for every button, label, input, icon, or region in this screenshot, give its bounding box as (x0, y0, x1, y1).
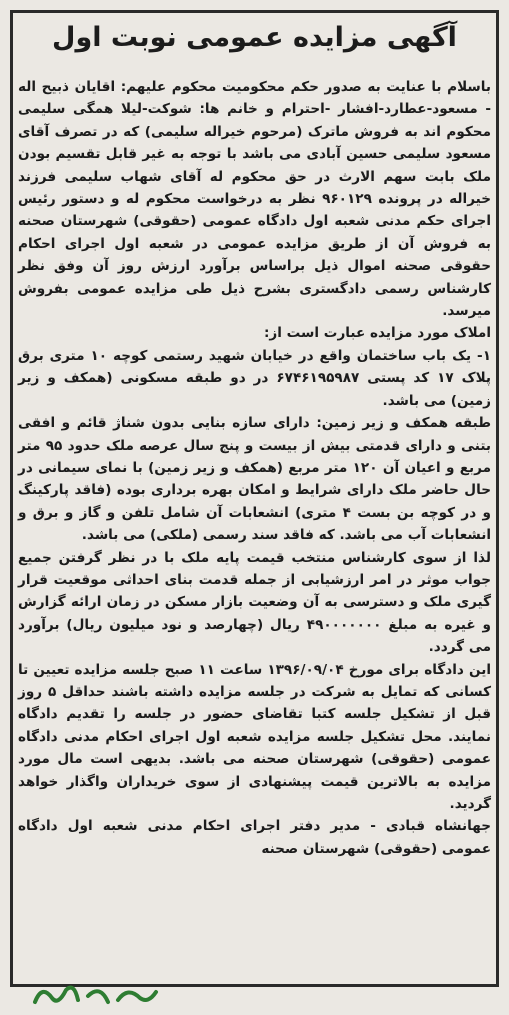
notice-title: آگهی مزایده عمومی نوبت اول (52, 22, 457, 53)
properties-heading: املاک مورد مزایده عبارت است از: (264, 325, 491, 342)
handwritten-mark (30, 980, 160, 1010)
signatory-line: جهانشاه قبادی - مدیر دفتر اجرای احکام مدنی شعبه اول دادگاه عمومی (حقوقی) شهرستان صحنه (18, 818, 491, 857)
intro-paragraph: باسلام با عنایت به صدور حکم محکومیت محکوم علیهم: اقایان ذبیح اله - مسعود-عطارد-افشار -احترام و خانم ها: شوکت-لیلا همگی سلیمی محکوم اند به فروش ماترک (مرحوم خیراله سلیمی) که در تصرف آقای مسعود سلیمی حسین آبادی می باشد با توجه به غیر قابل تقسیم بودن ملک بابت سهم الارث در حق محکوم له آقای شهاب سلیمی فرزند خیراله در پرونده ۹۶۰۱۲۹ نظر به درخواست محکوم له و دستور رئیس اجرای حکم مدنی شعبه اول دادگاه عمومی (حقوقی) شهرستان صحنه به فروش آن از طریق مزایده عمومی در شعبه اول اجرای احکام حقوقی صحنه اموال ذیل براساس برآورد ارزش روز آن وفق نظر کارشناس رسمی دادگستری بشرح ذیل طی مزایده عمومی بفروش میرسد. (18, 79, 491, 320)
valuation-paragraph: لذا از سوی کارشناس منتخب قیمت پایه ملک با در نظر گرفتن جمیع جواب موثر در امر ارزشیابی از جمله قدمت بنای احداثی موقعیت قرار گیری ملک و دسترسی به آن وضعیت بازار مسکن در زمان ارائه گزارش و غیره به مبلغ ۴۹۰۰۰۰۰۰۰ ریال (چهارصد و نود میلیون ریال) برآورد می گردد. (18, 549, 491, 656)
notice-body (18, 76, 491, 860)
property-item-1: ۱- یک باب ساختمان واقع در خیابان شهید رستمی کوچه ۱۰ متری برق پلاک ۱۷ کد پستی ۶۷۴۶۱۹۵۹۸۷ در دو طبقه مسکونی (همکف و زیر زمین) می باشد. (18, 347, 492, 409)
auction-date-paragraph: این دادگاه برای مورخ ۱۳۹۶/۰۹/۰۴ ساعت ۱۱ صبح جلسه مزایده تعیین تا کسانی که تمایل به شرکت در جلسه مزایده داشته باشند حداقل ۵ روز قبل از تشکیل جلسه کتبا تقاضای حضور در جلسه را تقدیم دادگاه نمایند. محل تشکیل جلسه مزایده شعبه اول اجرای احکام مدنی دادگاه عمومی (حقوقی) شهرستان صحنه می باشد. بدیهی است مال مورد مزایده به بالاترین قیمت پیشنهادی از سوی خریداران واگذار خواهد گردید. (18, 661, 491, 812)
property-description: طبقه همکف و زیر زمین: دارای سازه بنایی بدون شناژ قائم و افقی بتنی و دارای قدمتی بیش از بیست و پنج سال عرصه ملک حدود ۹۵ متر مربع و اعیان آن ۱۲۰ متر مربع (همکف و زیر زمین) با نمای سیمانی در حال حاضر ملک دارای شرایط و امکان بهره برداری بوده (فاقد پارکینگ و در کوچه بن بست ۴ متری) انشعابات آن شامل تلفن و گاز و برق و انشعابات آب می باشد. که فاقد سند رسمی (ملکی) می باشد. (18, 415, 491, 544)
